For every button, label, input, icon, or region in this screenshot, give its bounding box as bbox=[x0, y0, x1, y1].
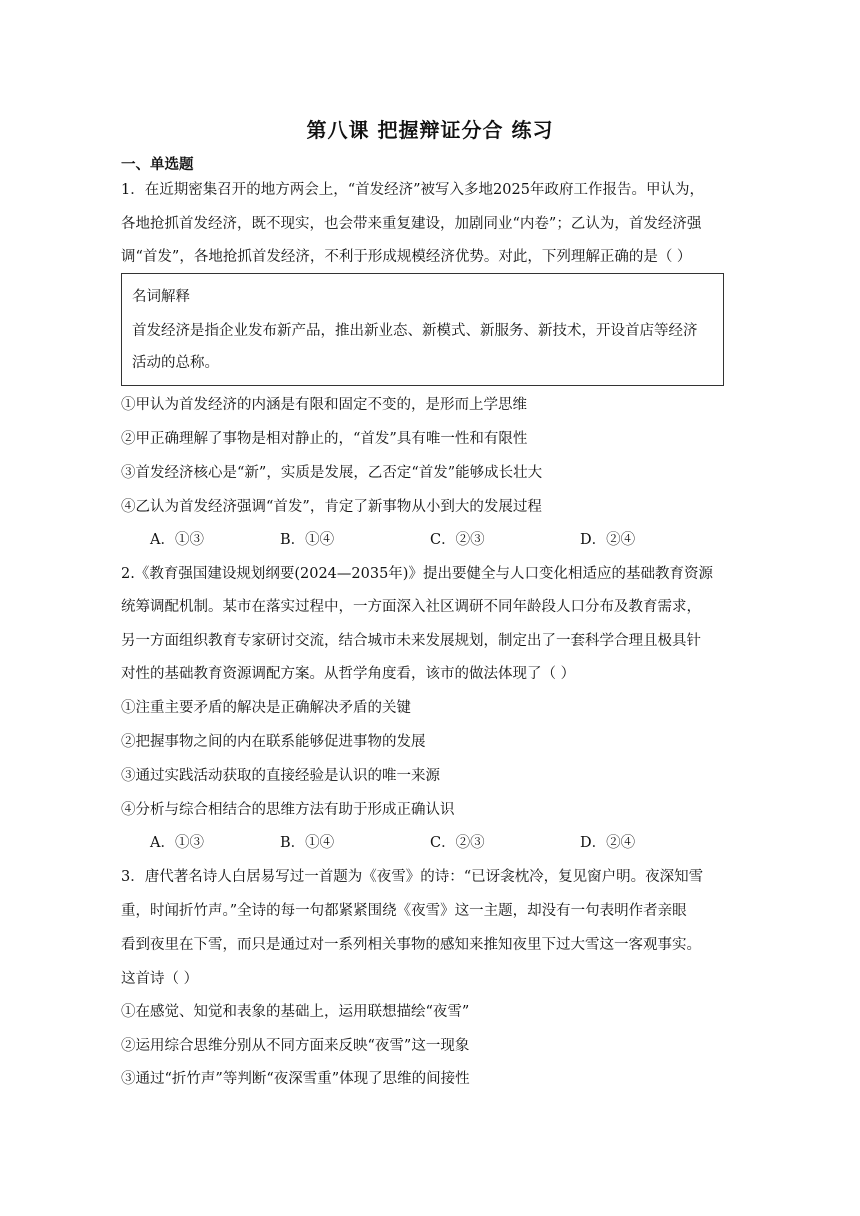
question-1-line-3: 调“首发”，各地抢抓首发经济，不利于形成规模经济优势。对此，下列理解正确的是（ ） bbox=[121, 249, 692, 265]
question-2-option-3: ③通过实践活动获取的直接经验是认识的唯一来源 bbox=[121, 768, 440, 784]
question-3-option-3: ③通过“折竹声”等判断“夜深雪重”体现了思维的间接性 bbox=[121, 1071, 470, 1087]
question-3-line-1: 3．唐代著名诗人白居易写过一首题为《夜雪》的诗：“已讶衾枕冷，复见窗户明。夜深知雪 bbox=[121, 869, 704, 885]
choice-a: A．①③ bbox=[150, 532, 204, 548]
question-3-line-4: 这首诗（ ） bbox=[121, 971, 199, 987]
term-box-line-2: 活动的总称。 bbox=[132, 355, 219, 371]
question-3-line-3: 看到夜里在下雪，而只是通过对一系列相关事物的感知来推知夜里下过大雪这一客观事实。 bbox=[121, 937, 701, 953]
question-1-option-2: ②甲正确理解了事物是相对静止的，“首发”具有唯一性和有限性 bbox=[121, 431, 528, 447]
question-1-line-2: 各地抢抓首发经济，既不现实，也会带来重复建设，加剧同业“内卷”；乙认为，首发经济强 bbox=[121, 216, 702, 232]
question-2-option-4: ④分析与综合相结合的思维方法有助于形成正确认识 bbox=[121, 802, 455, 818]
term-box-line-1: 首发经济是指企业发布新产品，推出新业态、新模式、新服务、新技术，开设首店等经济 bbox=[132, 323, 698, 339]
choice-d: D．②④ bbox=[580, 532, 636, 548]
page-title: 第八课 把握辩证分合 练习 bbox=[306, 118, 554, 142]
choice-a: A．①③ bbox=[150, 835, 204, 851]
choice-d: D．②④ bbox=[580, 835, 636, 851]
question-2-line-4: 对性的基础教育资源调配方案。从哲学角度看，该市的做法体现了（ ） bbox=[121, 666, 576, 682]
term-explanation-box bbox=[121, 273, 724, 386]
choice-b: B．①④ bbox=[280, 532, 335, 548]
term-box-heading: 名词解释 bbox=[132, 289, 190, 305]
question-3-option-2: ②运用综合思维分别从不同方面来反映“夜雪”这一现象 bbox=[121, 1038, 470, 1054]
choice-c: C．②③ bbox=[430, 835, 485, 851]
question-1-option-3: ③首发经济核心是“新”，实质是发展，乙否定“首发”能够成长壮大 bbox=[121, 465, 543, 481]
question-1-option-4: ④乙认为首发经济强调“首发”，肯定了新事物从小到大的发展过程 bbox=[121, 499, 542, 515]
question-3-option-1: ①在感觉、知觉和表象的基础上，运用联想描绘“夜雪” bbox=[121, 1004, 470, 1020]
question-2-line-2: 统筹调配机制。某市在落实过程中，一方面深入社区调研不同年龄段人口分布及教育需求， bbox=[121, 599, 701, 615]
question-2-option-2: ②把握事物之间的内在联系能够促进事物的发展 bbox=[121, 734, 426, 750]
question-2-choices bbox=[150, 833, 710, 853]
question-2-line-1: 2.《教育强国建设规划纲要(2024—2035年)》提出要健全与人口变化相适应的基础教育资源 bbox=[121, 566, 713, 582]
question-3-line-2: 重，时闻折竹声。”全诗的每一句都紧紧围绕《夜雪》这一主题，却没有一句表明作者亲眼 bbox=[121, 903, 687, 919]
choice-c: C．②③ bbox=[430, 532, 485, 548]
question-1-option-1: ①甲认为首发经济的内涵是有限和固定不变的，是形而上学思维 bbox=[121, 397, 527, 413]
section-heading: 一、单选题 bbox=[121, 157, 194, 173]
choice-b: B．①④ bbox=[280, 835, 335, 851]
question-2-option-1: ①注重主要矛盾的解决是正确解决矛盾的关键 bbox=[121, 700, 411, 716]
question-2-line-3: 另一方面组织教育专家研讨交流，结合城市未来发展规划，制定出了一套科学合理且极具针 bbox=[121, 633, 701, 649]
question-1-choices bbox=[150, 530, 710, 550]
question-1-line-1: 1．在近期密集召开的地方两会上，“首发经济”被写入多地2025年政府工作报告。甲认为， bbox=[121, 182, 704, 198]
